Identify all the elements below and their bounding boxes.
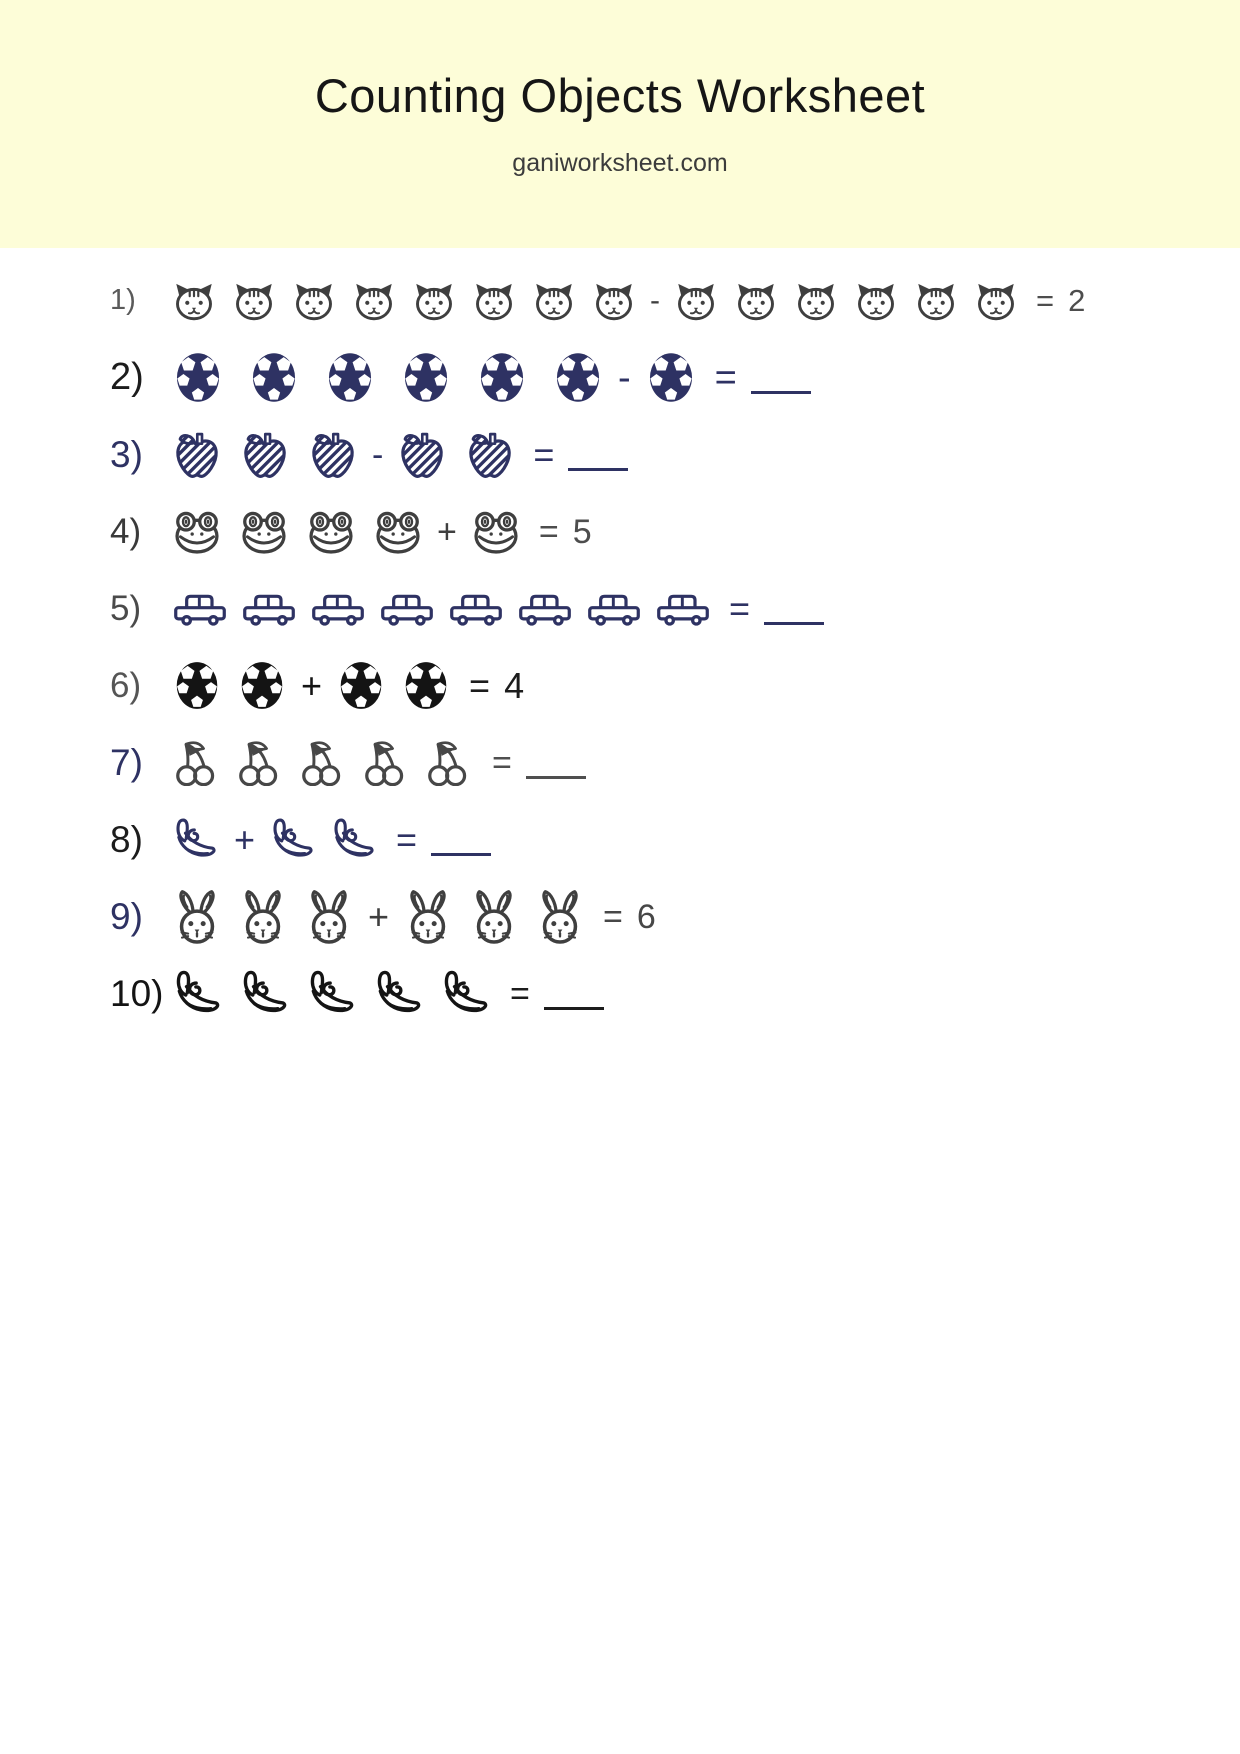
cat-icon [412,280,456,322]
banana-icon [239,969,291,1018]
cat-icon [592,280,636,322]
banana-icon [172,969,224,1018]
car-icon [172,589,228,629]
car-icon [655,589,711,629]
car-icon [310,589,366,629]
object-group [172,889,354,945]
cherries-icon [298,739,348,786]
soccer-ball-icon [172,659,222,712]
car-icon [241,589,297,629]
cat-icon [734,280,778,322]
problem-number: 9) [110,895,143,937]
equals-sign: = [714,356,737,399]
soccer-ball-icon [237,659,287,712]
object-group [172,659,287,712]
soccer-ball-icon [645,350,697,405]
rabbit-icon [403,889,453,945]
cherries-icon [235,739,285,786]
plus-sign: + [368,895,390,937]
soccer-ball-icon [400,350,452,405]
problem-row [110,724,1240,801]
cherries-icon [172,739,222,786]
objects-area [172,817,378,862]
object-group [674,280,1018,322]
rabbit-icon [469,889,519,945]
problem-row [110,801,1240,878]
answer-blank [526,746,586,779]
banana-icon [330,817,378,862]
problem-row [110,955,1240,1032]
frog-icon [239,510,289,554]
minus-sign: - [650,283,660,317]
problem-row [110,493,1240,570]
problem-number: 8) [110,818,143,860]
objects-area [172,510,521,554]
equals-sign: = [729,587,751,629]
banana-icon [440,969,492,1018]
cat-icon [532,280,576,322]
object-group [172,739,474,786]
soccer-ball-icon [476,350,528,405]
apple-icon [465,430,515,480]
problem-number: 3) [110,433,143,475]
rabbit-icon [304,889,354,945]
cat-icon [172,280,216,322]
problem-row [110,339,1240,416]
object-group [172,589,711,629]
equals-sign: = [492,743,512,782]
answer-blank [764,592,824,625]
equals-sign: = [603,897,623,936]
object-group [336,659,451,712]
object-group [397,430,515,480]
plus-sign: + [437,512,457,551]
problem-number: 1) [110,284,136,316]
banana-icon [373,969,425,1018]
object-group [172,510,423,554]
rabbit-icon [535,889,585,945]
object-group [172,280,636,322]
cat-icon [854,280,898,322]
answer-blank [568,438,628,471]
apple-icon [240,430,290,480]
car-icon [379,589,435,629]
objects-area [172,430,515,480]
answer-blank [544,977,604,1010]
rabbit-icon [238,889,288,945]
equals-sign: = [533,433,555,475]
page-title: Counting Objects Worksheet [314,69,926,122]
problem-number: 4) [110,511,142,551]
minus-sign: - [618,356,631,399]
rabbit-icon [172,889,222,945]
problems-list [0,248,1240,1032]
equals-sign: = [469,664,491,706]
banana-icon [172,817,220,862]
problem-number: 6) [110,665,142,705]
equals-sign: = [510,974,530,1013]
problem-number: 2) [110,356,144,398]
object-group [172,817,220,862]
object-group [269,817,378,862]
objects-area [172,280,1018,322]
cherries-icon [361,739,411,786]
apple-icon [308,430,358,480]
soccer-ball-icon [324,350,376,405]
apple-icon [397,430,447,480]
objects-area [172,589,711,629]
soccer-ball-icon [172,350,224,405]
frog-icon [306,510,356,554]
answer-blank [751,361,811,394]
object-group [403,889,585,945]
problem-number: 10) [110,972,164,1014]
answer-value: 4 [504,664,525,706]
cat-icon [974,280,1018,322]
answer-value: 5 [572,512,592,551]
answer-blank [431,823,491,856]
problem-row [110,878,1240,955]
minus-sign: - [372,435,384,474]
cat-icon [352,280,396,322]
banana-icon [269,817,317,862]
cherries-icon [424,739,474,786]
problem-number: 5) [110,588,142,628]
car-icon [586,589,642,629]
equals-sign: = [1036,283,1055,318]
plus-sign: + [301,664,323,706]
cat-icon [292,280,336,322]
object-group [471,510,521,554]
cat-icon [794,280,838,322]
equals-sign: = [396,818,418,860]
soccer-ball-icon [552,350,604,405]
equals-sign: = [538,512,559,551]
object-group [645,350,697,405]
problem-row [110,262,1240,339]
frog-icon [172,510,222,554]
site-name: ganiworksheet.com [512,149,728,177]
objects-area [172,969,492,1018]
cat-icon [914,280,958,322]
cat-icon [472,280,516,322]
soccer-ball-icon [401,659,451,712]
answer-value: 6 [636,897,656,936]
banana-icon [306,969,358,1018]
frog-icon [373,510,423,554]
cat-icon [674,280,718,322]
problem-row [110,416,1240,493]
problem-number: 7) [110,741,143,783]
apple-icon [172,430,222,480]
soccer-ball-icon [336,659,386,712]
problem-row [110,647,1240,724]
problem-row [110,570,1240,647]
header [0,0,1240,248]
object-group [172,969,492,1018]
car-icon [448,589,504,629]
objects-area [172,739,474,786]
objects-area [172,889,585,945]
object-group [172,350,604,405]
cat-icon [232,280,276,322]
frog-icon [471,510,521,554]
objects-area [172,350,697,405]
answer-value: 2 [1068,283,1086,318]
object-group [172,430,358,480]
plus-sign: + [234,818,256,860]
objects-area [172,659,451,712]
soccer-ball-icon [248,350,300,405]
car-icon [517,589,573,629]
